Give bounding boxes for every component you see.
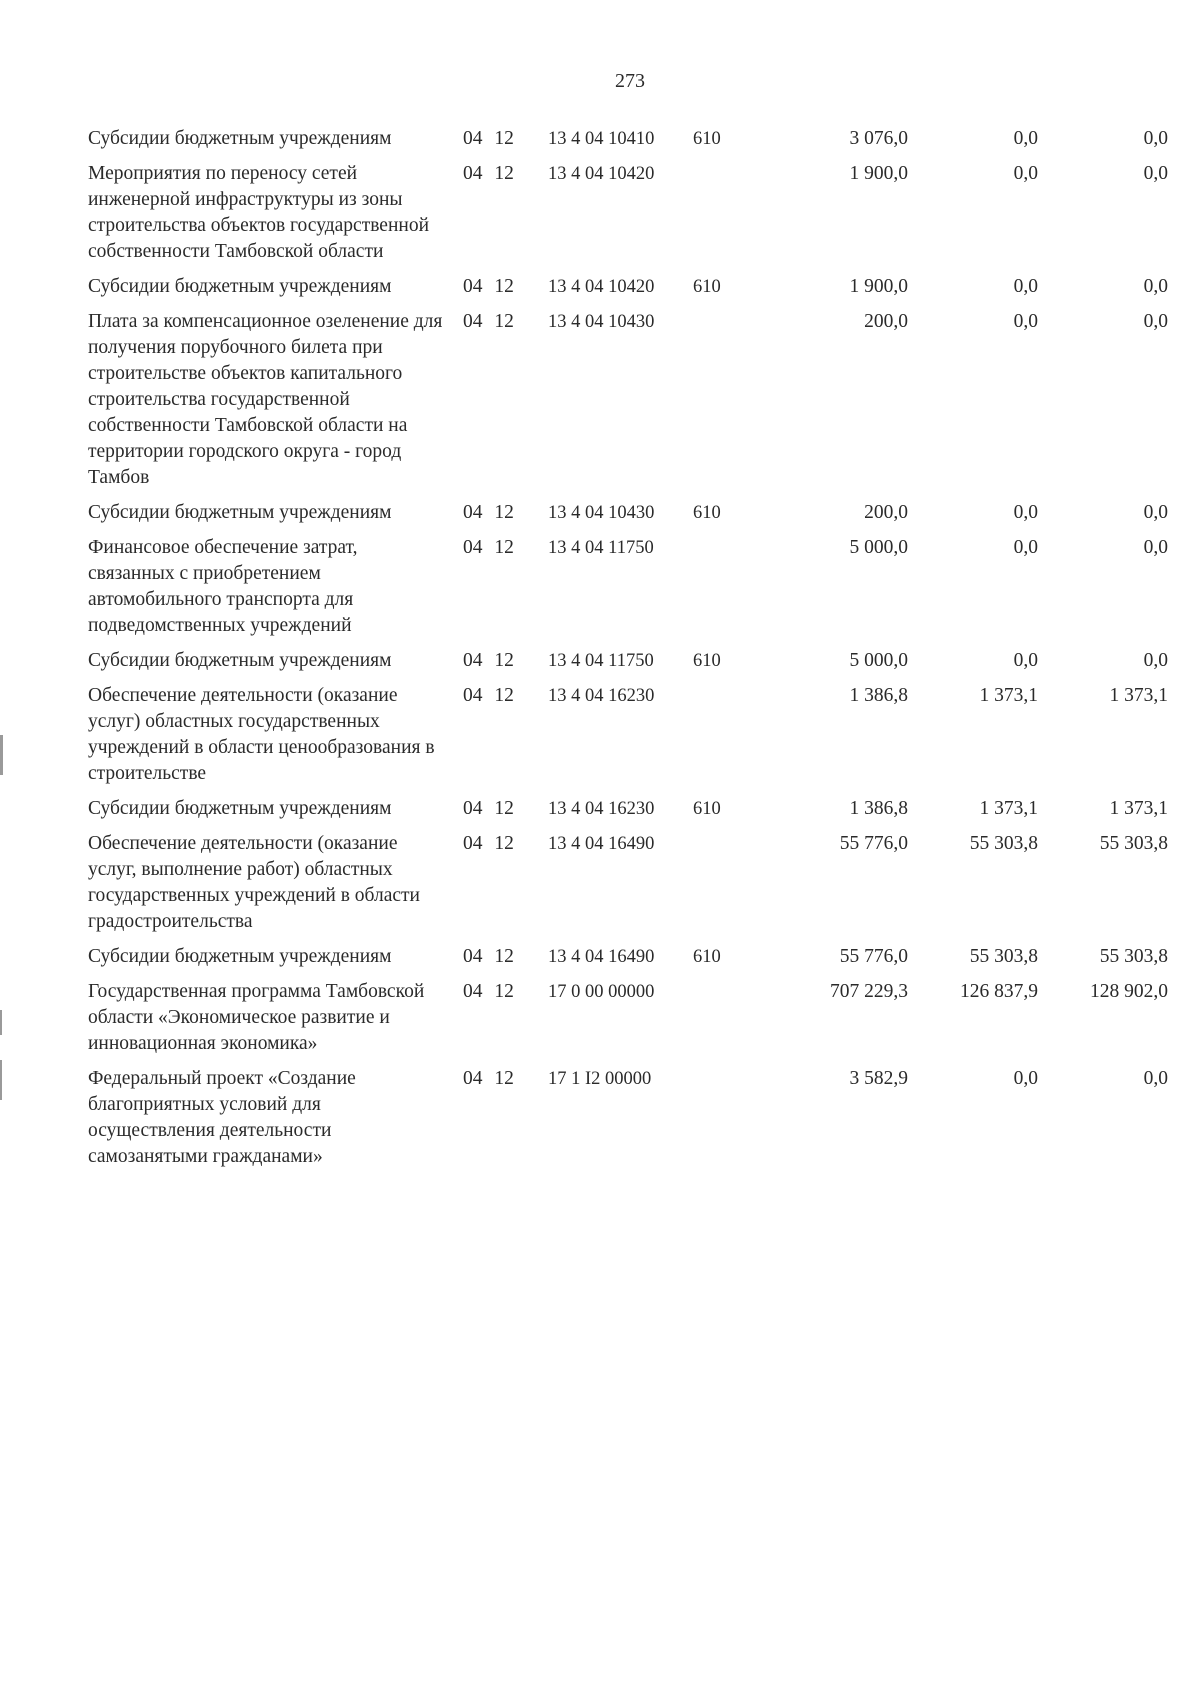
table-row bbox=[88, 126, 1168, 152]
row-amount-2: 0,0 bbox=[1013, 163, 1038, 184]
row-section-code: 04 12 bbox=[463, 502, 514, 523]
row-amount-3: 0,0 bbox=[1143, 163, 1168, 184]
row-amount-3: 55 303,8 bbox=[1099, 946, 1168, 967]
row-amount-1: 3 076,0 bbox=[849, 128, 908, 149]
row-section-code: 04 12 bbox=[463, 276, 514, 297]
row-section-code: 04 12 bbox=[463, 163, 514, 184]
row-section-code: 04 12 bbox=[463, 650, 514, 671]
row-section-code: 04 12 bbox=[463, 537, 514, 558]
row-target-code: 13 4 04 10430 bbox=[548, 312, 655, 332]
row-amount-1: 1 386,8 bbox=[849, 685, 908, 706]
table-row bbox=[88, 648, 1168, 674]
row-amount-2: 0,0 bbox=[1013, 1068, 1038, 1089]
row-section-code: 04 12 bbox=[463, 833, 514, 854]
row-name: Финансовое обеспечение затрат, связанных с приобретением автомобильного транспорта для подведомственных учреждений bbox=[88, 537, 358, 636]
row-section-code: 04 12 bbox=[463, 1068, 514, 1089]
row-target-code: 13 4 04 10410 bbox=[548, 129, 655, 149]
row-name: Субсидии бюджетным учреждениям bbox=[88, 128, 392, 149]
row-name: Субсидии бюджетным учреждениям bbox=[88, 798, 392, 819]
budget-table bbox=[88, 126, 1168, 1179]
row-amount-1: 200,0 bbox=[864, 502, 908, 523]
row-amount-2: 1 373,1 bbox=[979, 685, 1038, 706]
row-name: Государственная программа Тамбовской области «Экономическое развитие и инновационная экономика» bbox=[88, 981, 425, 1054]
row-name: Мероприятия по переносу сетей инженерной инфраструктуры из зоны строительства объектов государственной собственности Тамбовской области bbox=[88, 163, 430, 262]
row-target-code: 17 0 00 00000 bbox=[548, 982, 655, 1002]
row-target-code: 13 4 04 16490 bbox=[548, 947, 655, 967]
row-expense-type: 610 bbox=[693, 277, 721, 297]
row-expense-type: 610 bbox=[693, 129, 721, 149]
row-section-code: 04 12 bbox=[463, 981, 514, 1002]
row-amount-2: 0,0 bbox=[1013, 128, 1038, 149]
row-amount-1: 5 000,0 bbox=[849, 650, 908, 671]
row-amount-3: 0,0 bbox=[1143, 276, 1168, 297]
row-name: Субсидии бюджетным учреждениям bbox=[88, 946, 392, 967]
row-name: Федеральный проект «Создание благоприятных условий для осуществления деятельности самозанятыми гражданами» bbox=[88, 1068, 356, 1167]
row-section-code: 04 12 bbox=[463, 128, 514, 149]
table-row bbox=[88, 161, 1168, 265]
row-expense-type: 610 bbox=[693, 651, 721, 671]
row-amount-3: 1 373,1 bbox=[1109, 798, 1168, 819]
row-amount-2: 0,0 bbox=[1013, 650, 1038, 671]
row-target-code: 13 4 04 16490 bbox=[548, 834, 655, 854]
scan-edge-mark bbox=[0, 735, 3, 775]
row-amount-1: 707 229,3 bbox=[830, 981, 908, 1002]
row-name: Субсидии бюджетным учреждениям bbox=[88, 650, 392, 671]
row-amount-2: 0,0 bbox=[1013, 502, 1038, 523]
table-row bbox=[88, 535, 1168, 639]
row-expense-type: 610 bbox=[693, 799, 721, 819]
row-name: Обеспечение деятельности (оказание услуг, выполнение работ) областных государственных учреждений в области градостроительства bbox=[88, 833, 420, 932]
row-amount-1: 3 582,9 bbox=[849, 1068, 908, 1089]
row-amount-2: 55 303,8 bbox=[969, 946, 1038, 967]
row-amount-2: 55 303,8 bbox=[969, 833, 1038, 854]
row-amount-2: 126 837,9 bbox=[960, 981, 1038, 1002]
row-name: Субсидии бюджетным учреждениям bbox=[88, 276, 392, 297]
table-row bbox=[88, 683, 1168, 787]
row-amount-1: 1 386,8 bbox=[849, 798, 908, 819]
row-section-code: 04 12 bbox=[463, 946, 514, 967]
row-amount-3: 128 902,0 bbox=[1090, 981, 1168, 1002]
row-amount-3: 0,0 bbox=[1143, 537, 1168, 558]
row-section-code: 04 12 bbox=[463, 798, 514, 819]
table-row bbox=[88, 309, 1168, 491]
row-amount-1: 1 900,0 bbox=[849, 163, 908, 184]
row-amount-3: 0,0 bbox=[1143, 502, 1168, 523]
row-target-code: 13 4 04 11750 bbox=[548, 651, 654, 671]
row-target-code: 17 1 I2 00000 bbox=[548, 1069, 652, 1089]
row-name: Плата за компенсационное озеленение для получения порубочного билета при строительстве объектов капитального строительства государственной собственности Тамбовской области на территории городского округа - город Тамбов bbox=[88, 311, 443, 488]
table-row bbox=[88, 274, 1168, 300]
row-name: Обеспечение деятельности (оказание услуг) областных государственных учреждений в области ценообразования в строительстве bbox=[88, 685, 435, 784]
row-target-code: 13 4 04 10420 bbox=[548, 164, 655, 184]
row-section-code: 04 12 bbox=[463, 685, 514, 706]
row-amount-1: 55 776,0 bbox=[839, 833, 908, 854]
row-target-code: 13 4 04 10420 bbox=[548, 277, 655, 297]
row-amount-1: 1 900,0 bbox=[849, 276, 908, 297]
table-row bbox=[88, 500, 1168, 526]
table-row bbox=[88, 831, 1168, 935]
row-amount-3: 0,0 bbox=[1143, 311, 1168, 332]
table-row bbox=[88, 944, 1168, 970]
row-amount-2: 0,0 bbox=[1013, 537, 1038, 558]
row-amount-3: 55 303,8 bbox=[1099, 833, 1168, 854]
row-amount-2: 0,0 bbox=[1013, 276, 1038, 297]
row-expense-type: 610 bbox=[693, 503, 721, 523]
row-amount-1: 5 000,0 bbox=[849, 537, 908, 558]
row-name: Субсидии бюджетным учреждениям bbox=[88, 502, 392, 523]
row-amount-3: 0,0 bbox=[1143, 128, 1168, 149]
row-amount-1: 55 776,0 bbox=[839, 946, 908, 967]
row-expense-type: 610 bbox=[693, 947, 721, 967]
scan-edge-mark bbox=[0, 1010, 2, 1035]
row-target-code: 13 4 04 10430 bbox=[548, 503, 655, 523]
row-amount-2: 1 373,1 bbox=[979, 798, 1038, 819]
row-target-code: 13 4 04 16230 bbox=[548, 686, 655, 706]
table-row bbox=[88, 796, 1168, 822]
row-amount-1: 200,0 bbox=[864, 311, 908, 332]
row-amount-3: 1 373,1 bbox=[1109, 685, 1168, 706]
table-row bbox=[88, 1066, 1168, 1170]
row-target-code: 13 4 04 16230 bbox=[548, 799, 655, 819]
row-amount-3: 0,0 bbox=[1143, 1068, 1168, 1089]
table-row bbox=[88, 979, 1168, 1057]
page-number: 273 bbox=[615, 70, 645, 92]
row-amount-2: 0,0 bbox=[1013, 311, 1038, 332]
row-section-code: 04 12 bbox=[463, 311, 514, 332]
row-target-code: 13 4 04 11750 bbox=[548, 538, 654, 558]
row-amount-3: 0,0 bbox=[1143, 650, 1168, 671]
scan-edge-mark bbox=[0, 1060, 2, 1100]
